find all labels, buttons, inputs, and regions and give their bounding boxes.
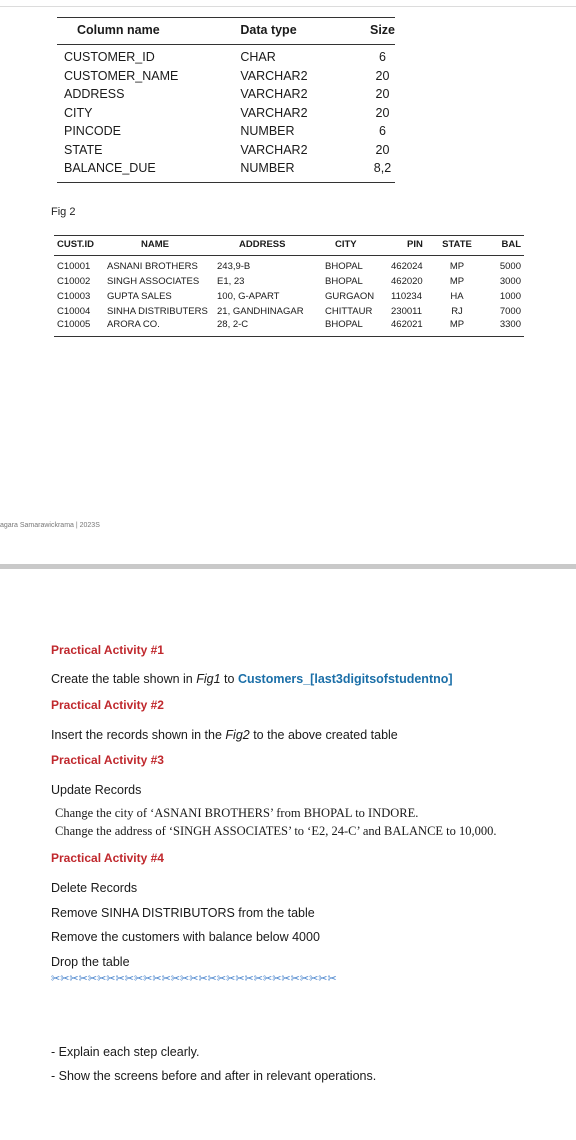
activity-2-text-post: to the above created table	[249, 728, 398, 742]
table-cell: CHITTAUR	[325, 306, 373, 317]
table-cell: VARCHAR2	[240, 87, 308, 102]
table-cell: STATE	[64, 142, 103, 157]
table-cell: 20	[375, 68, 390, 83]
fig1-table	[57, 17, 395, 183]
table-cell: MP	[449, 276, 465, 287]
table-cell: 462021	[391, 319, 437, 337]
table-cell: 462024	[391, 261, 423, 272]
note-1: - Explain each step clearly.	[51, 1045, 200, 1059]
table-cell: C10004	[57, 306, 91, 317]
table-row	[54, 304, 524, 319]
table-cell: VARCHAR2	[240, 68, 308, 83]
column-header: Column name	[57, 18, 240, 45]
table-cell: BHOPAL	[325, 319, 391, 337]
table-cell: MP	[437, 319, 477, 337]
table-cell: 100, G-APART	[217, 291, 280, 302]
table-cell: GURGAON	[325, 291, 375, 302]
table-cell: MP	[449, 261, 465, 272]
table-cell: 110234	[391, 291, 422, 302]
table-cell: 8,2	[348, 159, 395, 182]
table-cell: 20	[375, 105, 390, 120]
table-cell: 20	[375, 87, 390, 102]
table-row	[57, 104, 395, 123]
activity-2-fig-ref: Fig2	[225, 728, 250, 742]
table-row	[57, 45, 395, 67]
table-row	[57, 159, 395, 182]
table-row	[54, 274, 524, 289]
column-header: BAL	[477, 236, 524, 256]
activity-3-heading: Practical Activity #3	[51, 753, 164, 767]
table-name-link[interactable]: Customers_[last3digitsofstudentno]	[237, 672, 453, 686]
table-cell: C10001	[57, 261, 91, 272]
table-cell: 5000	[499, 261, 521, 272]
activity-4-line-3: Drop the table	[51, 955, 130, 969]
scissors-divider: ✂✂✂✂✂✂✂✂✂✂✂✂✂✂✂✂✂✂✂✂✂✂✂✂✂✂✂✂✂✂✂	[51, 973, 337, 985]
note-2: - Show the screens before and after in relevant operations.	[51, 1069, 377, 1083]
activity-4-heading: Practical Activity #4	[51, 851, 164, 865]
activity-4-title: Delete Records	[51, 881, 138, 895]
table-cell: CHAR	[240, 50, 276, 65]
table-cell: 1000	[499, 291, 521, 302]
table-cell: SINHA DISTRIBUTERS	[107, 306, 208, 317]
table-cell: CUSTOMER_ID	[64, 50, 155, 65]
table-row	[54, 289, 524, 304]
table-cell: CUSTOMER_NAME	[64, 68, 179, 83]
table-header-row	[54, 236, 524, 256]
column-header: STATE	[437, 236, 477, 256]
table-row	[57, 67, 395, 86]
column-header: PIN	[391, 236, 437, 256]
activity-1-heading: Practical Activity #1	[51, 643, 164, 657]
table-cell: NUMBER	[240, 124, 295, 139]
table-cell: VARCHAR2	[240, 142, 308, 157]
activity-4-line-2: Remove the customers with balance below 4000	[51, 930, 320, 944]
page-break	[0, 564, 576, 569]
fig2-table	[54, 235, 524, 337]
table-cell: 21, GANDHINAGAR	[217, 306, 304, 317]
table-cell: PINCODE	[64, 124, 121, 139]
column-header: CITY	[325, 236, 391, 256]
table-cell: VARCHAR2	[240, 105, 308, 120]
activity-2-text-pre: Insert the records shown in the	[51, 728, 226, 742]
activity-1-fig-ref: Fig1	[196, 672, 221, 686]
table-cell: C10002	[57, 276, 91, 287]
top-divider	[0, 6, 576, 7]
page-footer-credit: agara Samarawickrama | 2023S	[0, 522, 100, 529]
table-cell: BHOPAL	[325, 261, 363, 272]
table-cell: 6	[379, 50, 386, 65]
table-cell: RJ	[451, 306, 463, 317]
table-cell: CITY	[64, 105, 93, 120]
table-cell: 6	[379, 124, 386, 139]
activity-3-line-2: Change the address of ‘SINGH ASSOCIATES’ to ‘E2, 24-C’ and BALANCE to 10,000.	[55, 824, 497, 838]
activity-1-text-mid: to	[220, 672, 238, 686]
table-row	[57, 141, 395, 160]
activity-2-heading: Practical Activity #2	[51, 698, 164, 712]
table-row	[57, 85, 395, 104]
table-row	[54, 319, 524, 337]
table-row	[54, 256, 524, 275]
column-header: Size	[348, 18, 395, 45]
table-cell: BHOPAL	[325, 276, 363, 287]
table-cell: 230011	[391, 306, 422, 317]
column-header: CUST.ID	[54, 236, 107, 256]
table-cell: NUMBER	[240, 159, 348, 182]
table-cell: C10003	[57, 291, 91, 302]
table-cell: ADDRESS	[64, 87, 125, 102]
activity-4-line-1: Remove SINHA DISTRIBUTORS from the table	[51, 906, 315, 920]
fig2-label: Fig 2	[51, 206, 76, 218]
activity-1-text-pre: Create the table shown in	[51, 672, 197, 686]
table-cell: 3300	[477, 319, 524, 337]
activity-3-title: Update Records	[51, 783, 142, 797]
column-header: Data type	[240, 18, 348, 45]
table-cell: 7000	[499, 306, 521, 317]
table-cell: 462020	[391, 276, 423, 287]
table-cell: ARORA CO.	[107, 319, 217, 337]
table-cell: E1, 23	[217, 276, 245, 287]
table-cell: 28, 2-C	[217, 319, 325, 337]
activity-3-line-1: Change the city of ‘ASNANI BROTHERS’ from BHOPAL to INDORE.	[55, 806, 419, 820]
table-cell: ASNANI BROTHERS	[107, 261, 198, 272]
column-header: NAME	[107, 236, 217, 256]
table-cell: BALANCE_DUE	[57, 159, 240, 182]
table-header-row	[57, 18, 395, 45]
table-cell: C10005	[54, 319, 107, 337]
activity-2-text	[51, 728, 398, 742]
table-cell: GUPTA SALES	[107, 291, 172, 302]
table-cell: 20	[375, 142, 390, 157]
table-cell: SINGH ASSOCIATES	[107, 276, 200, 287]
table-cell: 3000	[499, 276, 521, 287]
table-cell: HA	[450, 291, 464, 302]
activity-1-text	[51, 672, 453, 686]
column-header: ADDRESS	[217, 236, 325, 256]
table-cell: 243,9-B	[217, 261, 251, 272]
table-row	[57, 122, 395, 141]
